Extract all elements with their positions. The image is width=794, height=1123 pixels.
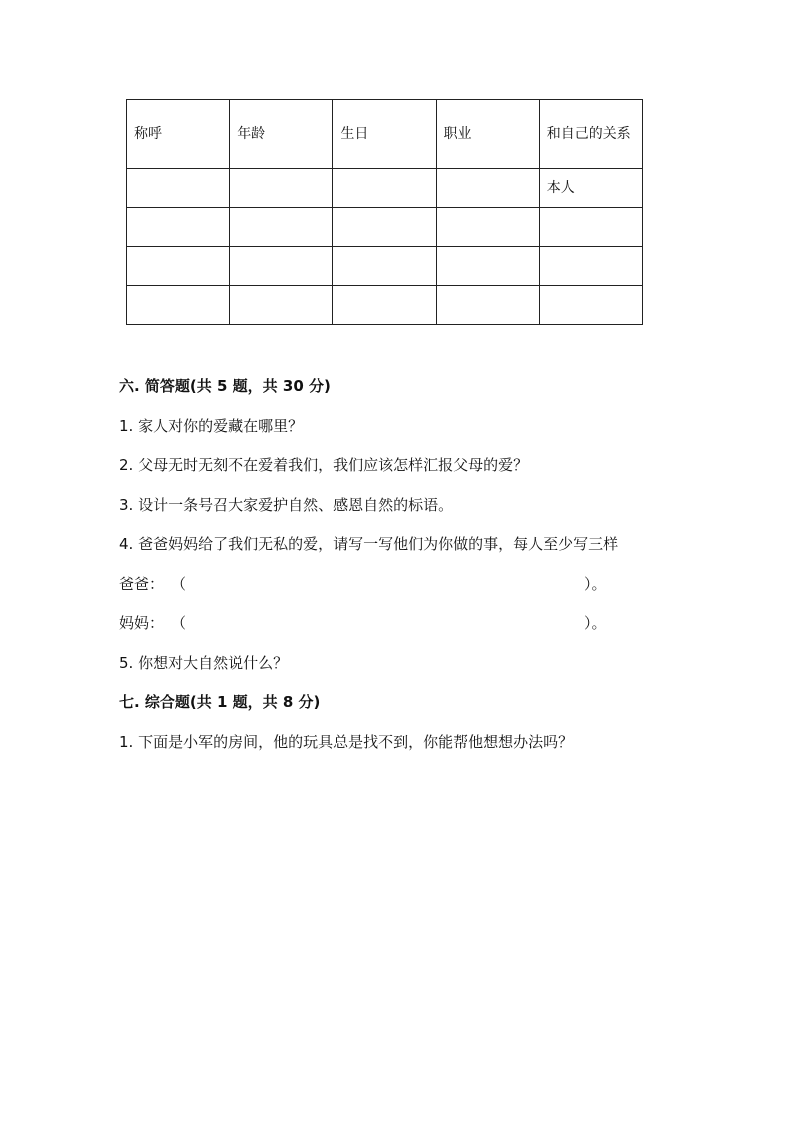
- table-cell: 本人: [539, 169, 642, 208]
- table-cell[interactable]: [333, 286, 436, 325]
- close-paren: ）。: [584, 575, 607, 593]
- table-cell[interactable]: [127, 247, 230, 286]
- dad-label: 爸爸：: [119, 575, 165, 593]
- question-6-4: 4. 爸爸妈妈给了我们无私的爱，请写一写他们为你做的事，每人至少写三样: [119, 535, 619, 553]
- header-cell-title: 称呼: [127, 100, 230, 169]
- table-row: [127, 286, 643, 325]
- table-cell[interactable]: [333, 208, 436, 247]
- family-info-table: [126, 99, 643, 325]
- table-cell[interactable]: [436, 169, 539, 208]
- header-cell-occupation: 职业: [436, 100, 539, 169]
- open-paren: （: [171, 575, 187, 593]
- table-cell[interactable]: [127, 208, 230, 247]
- table-row: [127, 247, 643, 286]
- question-6-1: 1. 家人对你的爱藏在哪里？: [119, 417, 304, 435]
- table-cell[interactable]: [539, 208, 642, 247]
- section-7-title: 七. 综合题(共 1 题，共 8 分): [119, 693, 321, 711]
- table-cell[interactable]: [230, 286, 333, 325]
- dad-answer-line[interactable]: [119, 573, 619, 594]
- table-cell[interactable]: [333, 247, 436, 286]
- table-cell[interactable]: [230, 208, 333, 247]
- header-cell-age: 年龄: [230, 100, 333, 169]
- open-paren: （: [171, 614, 187, 632]
- table-cell[interactable]: [230, 247, 333, 286]
- table-cell[interactable]: [539, 286, 642, 325]
- question-6-5: 5. 你想对大自然说什么？: [119, 654, 289, 672]
- table-row: [127, 169, 643, 208]
- table-cell[interactable]: [539, 247, 642, 286]
- question-6-3: 3. 设计一条号召大家爱护自然、感恩自然的标语。: [119, 496, 454, 514]
- table-cell[interactable]: [127, 286, 230, 325]
- table-cell[interactable]: [333, 169, 436, 208]
- table-cell[interactable]: [127, 169, 230, 208]
- question-6-2: 2. 父母无时无刻不在爱着我们，我们应该怎样汇报父母的爱？: [119, 456, 529, 474]
- table-cell[interactable]: [436, 208, 539, 247]
- table-cell[interactable]: [436, 247, 539, 286]
- table-cell[interactable]: [230, 169, 333, 208]
- table-row: [127, 208, 643, 247]
- header-cell-relationship: 和自己的关系: [539, 100, 642, 169]
- table-cell[interactable]: [436, 286, 539, 325]
- mom-answer-line[interactable]: [119, 612, 619, 633]
- header-cell-birthday: 生日: [333, 100, 436, 169]
- section-6-title: 六. 简答题(共 5 题，共 30 分): [119, 377, 331, 395]
- close-paren: ）。: [584, 614, 607, 632]
- question-7-1: 1. 下面是小军的房间，他的玩具总是找不到，你能帮他想想办法吗？: [119, 733, 574, 751]
- mom-label: 妈妈：: [119, 614, 165, 632]
- table-header-row: [127, 100, 643, 169]
